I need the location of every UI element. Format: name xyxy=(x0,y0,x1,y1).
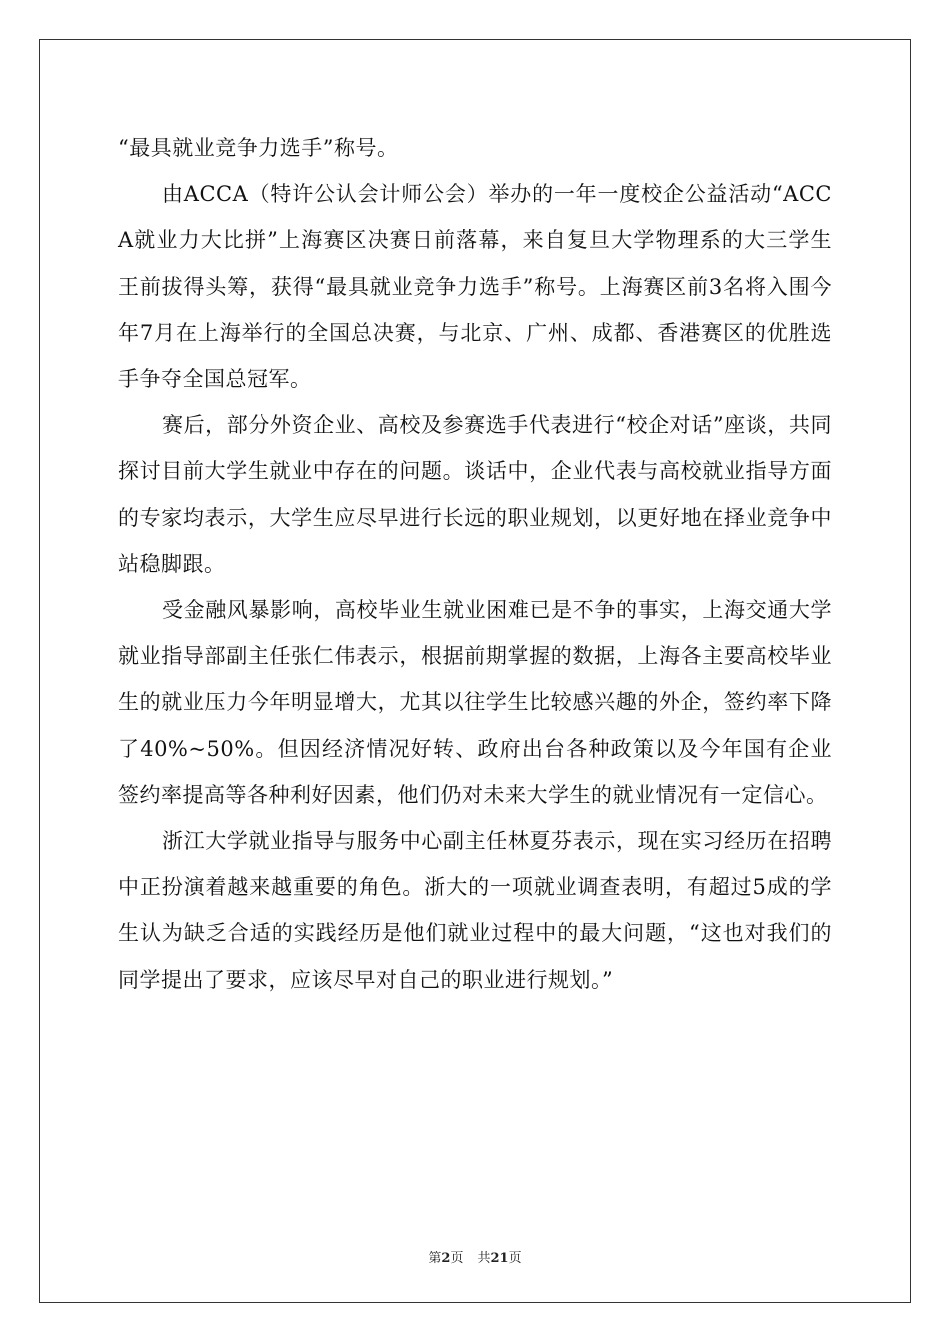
paragraph-5: 浙江大学就业指导与服务中心副主任林夏芬表示，现在实习经历在招聘中正扮演着越来越重要的角色。浙大的一项就业调查表明，有超过5成的学生认为缺乏合适的实践经历是他们就业过程中的最大问题，“这也对我们的同学提出了要求，应该尽早对自己的职业进行规划。” xyxy=(118,829,832,992)
document-body xyxy=(118,125,832,1003)
page-number-prefix: 第 xyxy=(428,1251,442,1266)
total-pages: 21 xyxy=(490,1251,509,1266)
paragraph-3: 赛后，部分外资企业、高校及参赛选手代表进行“校企对话”座谈，共同探讨目前大学生就业中存在的问题。谈话中，企业代表与高校就业指导方面的专家均表示，大学生应尽早进行长远的职业规划，以更好地在择业竞争中站稳脚跟。 xyxy=(118,413,832,576)
total-pages-prefix: 共 xyxy=(477,1251,491,1266)
total-pages-unit: 页 xyxy=(508,1251,522,1266)
paragraph-1: “最具就业竞争力选手”称号。 xyxy=(118,136,399,160)
page-number: 2 xyxy=(441,1251,451,1266)
page-number-unit: 页 xyxy=(450,1251,464,1266)
page-footer xyxy=(0,1247,950,1266)
paragraph-4: 受金融风暴影响，高校毕业生就业困难已是不争的事实，上海交通大学就业指导部副主任张仁伟表示，根据前期掌握的数据，上海各主要高校毕业生的就业压力今年明显增大，尤其以往学生比较感兴趣的外企，签约率下降了40%~50%。但因经济情况好转、政府出台各种政策以及今年国有企业签约率提高等各种利好因素，他们仍对未来大学生的就业情况有一定信心。 xyxy=(118,598,832,807)
paragraph-2: 由ACCA（特许公认会计师公会）举办的一年一度校企公益活动“ACCA就业力大比拼”上海赛区决赛日前落幕，来自复旦大学物理系的大三学生王前拔得头筹，获得“最具就业竞争力选手”称号。上海赛区前3名将入围今年7月在上海举行的全国总决赛，与北京、广州、成都、香港赛区的优胜选手争夺全国总冠军。 xyxy=(118,182,832,392)
